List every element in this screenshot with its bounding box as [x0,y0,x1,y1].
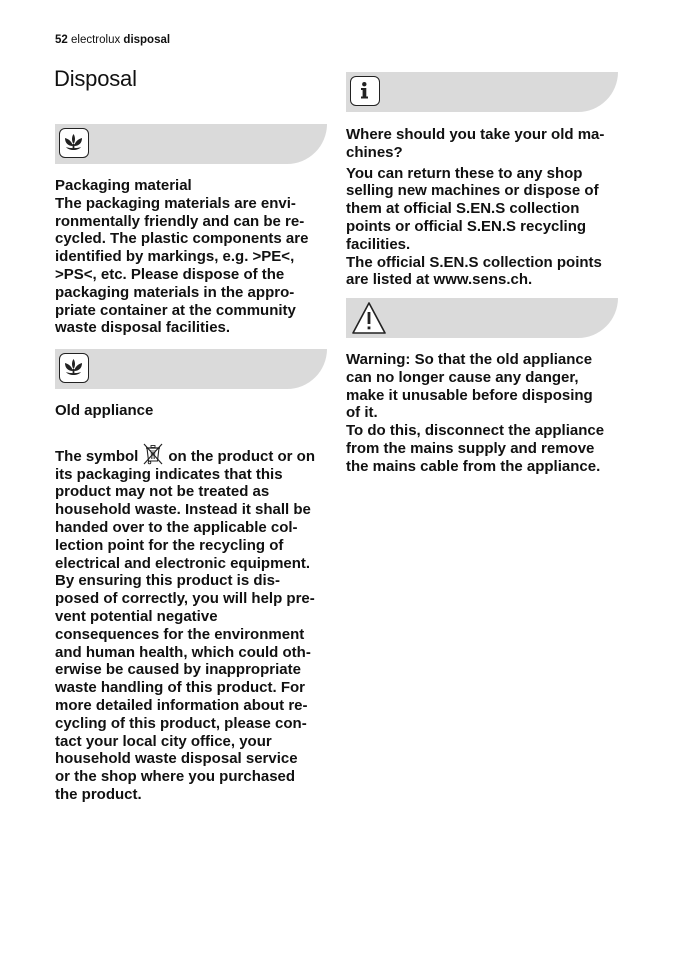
flower-environment-icon [59,353,89,383]
flower-environment-icon [59,128,89,158]
brand-name: electrolux [71,34,121,46]
old-appliance-line: cycling of this product, please con- [55,714,307,732]
old-appliance-line: its packaging indicates that this [55,465,283,483]
warning-line: of it. [346,404,378,422]
old-appliance-line: erwise be caused by inappropriate [55,661,301,679]
old-appliance-line: household waste disposal service [55,750,298,768]
old-appliance-line: waste handling of this product. For [55,679,305,697]
old-appliance-line: household waste. Instead it shall be [55,501,311,519]
old-appliance-line: lection point for the recycling of [55,536,284,554]
warning-line: make it unusable before disposing [346,386,593,404]
old-appliance-band [55,349,327,389]
info-line: are listed at www.sens.ch. [346,271,533,289]
warning-band [346,298,618,338]
symbol-line-after: on the product or on [168,447,316,465]
old-appliance-line: By ensuring this product is dis- [55,572,281,590]
page-header [55,33,170,47]
packaging-line: identified by markings, e.g. >PE<, [55,248,295,266]
info-line: The official S.EN.S collection points [346,253,602,271]
packaging-line: ronmentally friendly and can be re- [55,212,305,230]
crossed-out-wheelie-bin-icon [141,442,165,466]
info-band [346,72,618,112]
warning-line: Warning: So that the old appliance [346,351,593,368]
info-line: Where should you take your old ma- [346,126,605,143]
old-appliance-line: electrical and electronic equipment. [55,554,311,572]
packaging-band [55,124,327,164]
warning-section [346,351,636,476]
old-appliance-line: or the shop where you purchased [55,768,296,786]
packaging-line: cycled. The plastic components are [55,230,309,248]
info-line: them at official S.EN.S collection [346,200,580,218]
info-icon [350,76,380,106]
info-line: You can return these to any shop [346,164,583,182]
packaging-line: priate container at the community [55,301,296,319]
old-appliance-line: more detailed information about re- [55,696,308,714]
old-appliance-line: tact your local city office, your [55,732,272,750]
symbol-line [55,442,335,466]
section-name: disposal [123,34,171,46]
warning-line: the mains cable from the appliance. [346,457,601,475]
symbol-line-before: The symbol [55,447,139,465]
old-appliance-line: product may not be treated as [55,483,270,501]
info-section [346,126,636,289]
warning-line: can no longer cause any danger, [346,368,579,386]
warning-triangle-icon [351,300,387,336]
old-appliance-line: vent potential negative [55,607,218,625]
old-appliance-heading: Old appliance [55,402,154,419]
info-line: chines? [346,143,403,161]
packaging-heading: Packaging material [55,177,192,194]
old-appliance-line: consequences for the environment [55,625,305,643]
old-appliance-line: handed over to the applicable col- [55,518,298,536]
old-appliance-section [55,402,335,804]
warning-line: To do this, disconnect the appliance [346,422,605,440]
packaging-line: The packaging materials are envi- [55,194,296,212]
info-line: points or official S.EN.S recycling [346,217,587,235]
page-number: 52 [55,34,68,46]
old-appliance-line: posed of correctly, you will help pre- [55,590,315,608]
old-appliance-line: the product. [55,785,142,803]
warning-line: from the mains supply and remove [346,439,595,457]
page-title: Disposal [54,66,137,91]
info-line: facilities. [346,235,411,253]
packaging-section [55,177,335,337]
packaging-line: waste disposal facilities. [55,319,231,337]
old-appliance-line: and human health, which could oth- [55,643,311,661]
packaging-line: packaging materials in the appro- [55,283,295,301]
info-line: selling new machines or dispose of [346,182,599,200]
packaging-line: >PS<, etc. Please dispose of the [55,265,285,283]
